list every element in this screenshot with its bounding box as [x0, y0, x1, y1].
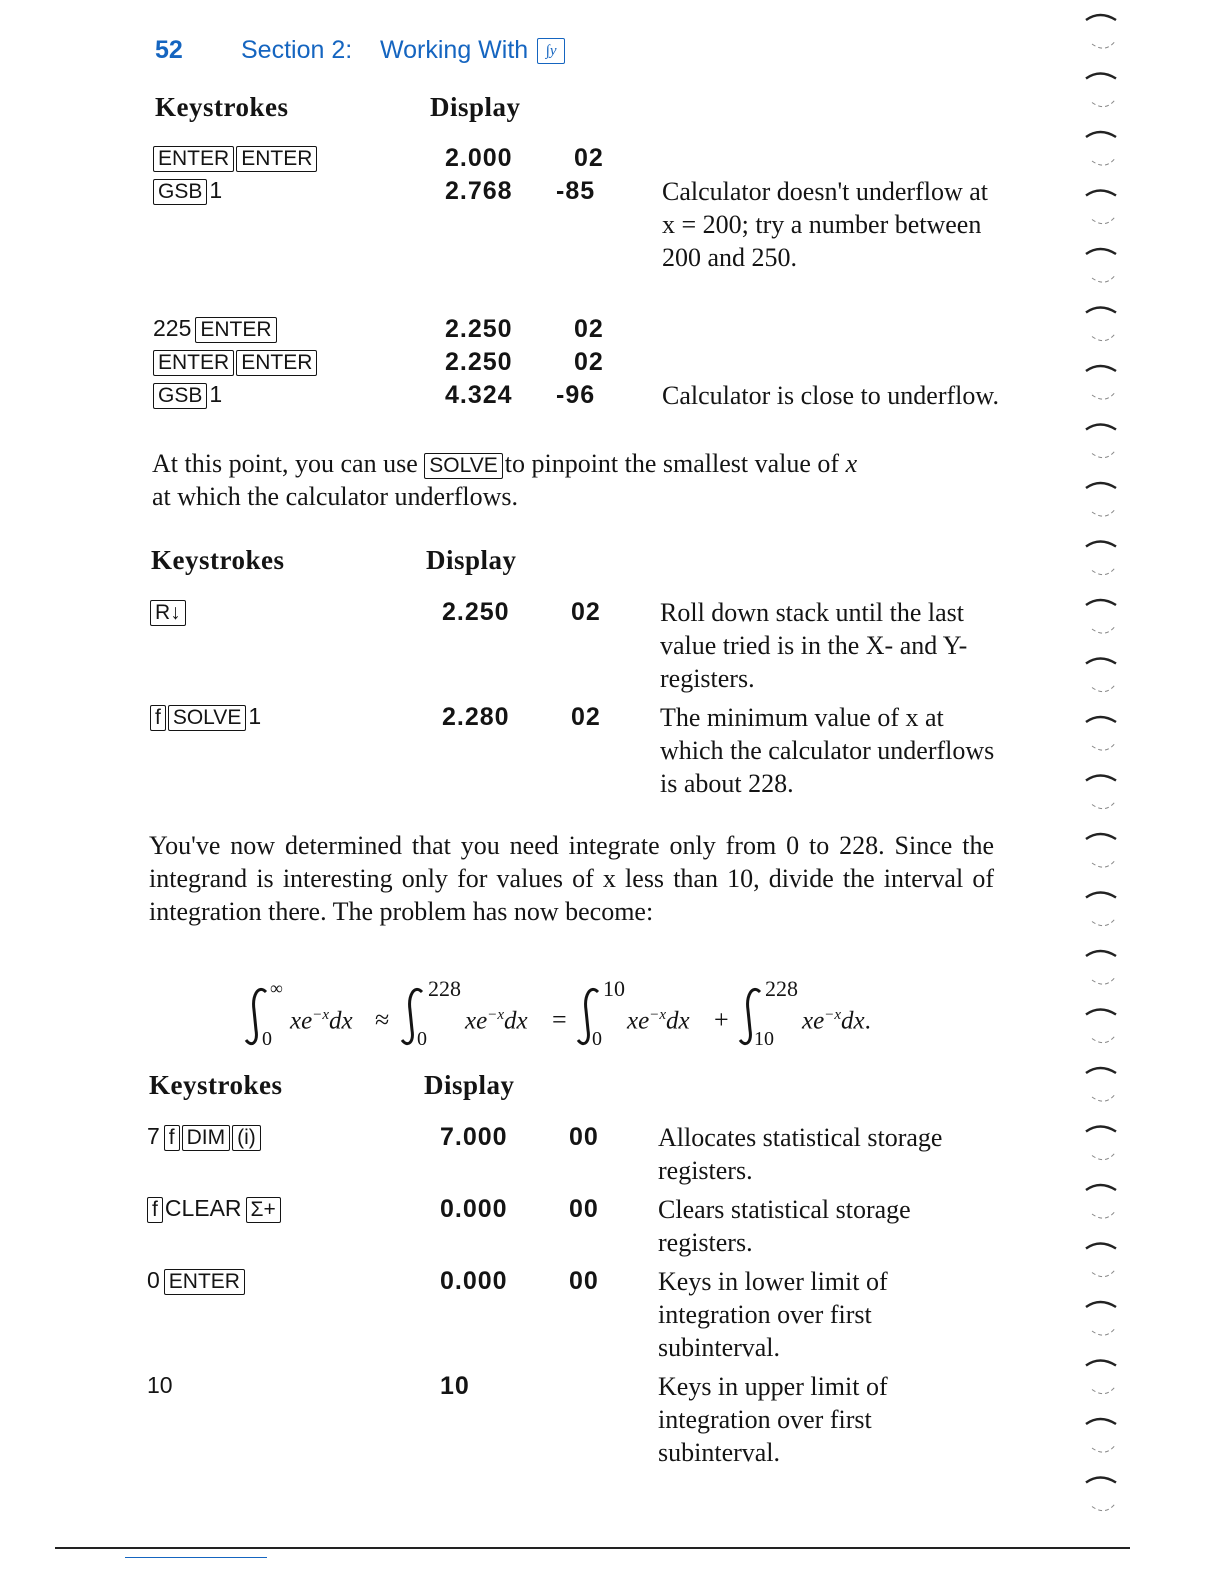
keystroke-sequence: [153, 177, 226, 205]
keystrokes-heading: Keystrokes: [151, 545, 285, 575]
calculator-key: SOLVE: [168, 705, 246, 731]
binder-hole-icon: [1086, 1068, 1116, 1073]
binder-hole-icon: [1086, 1302, 1116, 1307]
display-mantissa: 0.000: [440, 1267, 508, 1295]
binder-hole-icon: [1086, 1419, 1116, 1424]
binder-hole-icon: [1092, 859, 1116, 867]
keystrokes-heading: Keystrokes: [155, 92, 289, 122]
binder-hole-icon: [1092, 1386, 1116, 1394]
calculator-key: ENTER: [153, 146, 234, 172]
display-exponent: 02: [571, 598, 601, 626]
explanation-note: Allocates statistical storage registers.: [658, 1123, 943, 1185]
lower-limit: 0: [417, 1028, 427, 1050]
lower-limit: 0: [262, 1028, 272, 1050]
page-header: [155, 36, 183, 65]
keystrokes-heading: Keystrokes: [149, 1070, 283, 1100]
binder-hole-icon: [1086, 776, 1116, 781]
calculator-key: f: [150, 705, 166, 731]
binder-hole-icon: [1092, 1444, 1116, 1452]
page-number: 52: [155, 36, 183, 64]
approx-sign: ≈: [375, 1005, 390, 1034]
display-mantissa: 0.000: [440, 1195, 508, 1223]
keystroke-sequence: [153, 144, 319, 172]
keystroke-digit: 1: [248, 703, 262, 729]
explanation-note: Roll down stack until the last value tried is in the X- and Y-registers.: [660, 598, 968, 693]
keystroke-digit: CLEAR: [164, 1195, 242, 1221]
binder-hole-icon: [1092, 333, 1116, 341]
binder-hole-icon: [1092, 801, 1116, 809]
explanation-note: Calculator doesn't underflow at x = 200; try a number between 200 and 250.: [662, 177, 988, 272]
binder-hole-icon: [1092, 157, 1116, 165]
integrate-key-icon: ∫y: [537, 38, 565, 64]
display-mantissa: 2.000: [445, 144, 513, 172]
explanation-note: Clears statistical storage registers.: [658, 1195, 911, 1257]
binder-hole-icon: [1086, 308, 1116, 313]
binder-hole-icon: [1086, 74, 1116, 79]
binder-hole-icon: [1086, 191, 1116, 196]
integral-sign-icon: [402, 989, 422, 1043]
binder-hole-icon: [1086, 132, 1116, 137]
keystroke-digit: 7: [147, 1123, 160, 1149]
binder-hole-icon: [1086, 249, 1116, 254]
section-label: Section 2:: [241, 36, 353, 64]
display-exponent: 02: [571, 703, 601, 731]
keystroke-sequence: [147, 1267, 247, 1295]
display-mantissa: 10: [440, 1372, 470, 1400]
display-mantissa: 4.324: [445, 381, 513, 409]
keystroke-sequence: [147, 1123, 263, 1151]
binder-hole-icon: [1092, 918, 1116, 926]
display-mantissa: 2.250: [445, 348, 513, 376]
display-mantissa: 2.250: [442, 598, 510, 626]
calculator-key: ENTER: [153, 350, 234, 376]
keystroke-sequence: [153, 315, 279, 343]
binder-hole-icon: [1092, 508, 1116, 516]
keystroke-sequence: [150, 598, 188, 626]
binder-hole-icon: [1086, 483, 1116, 488]
paragraph-integrand: You've now determined that you need integrate only from 0 to 228. Since the integrand is interesting only for values of x less than 10, divide the interval of integration there. The problem has now become:: [149, 831, 994, 926]
display-exponent: -85: [556, 177, 596, 205]
calculator-key: ENTER: [195, 317, 276, 343]
binder-hole-icon: [1092, 1035, 1116, 1043]
calculator-key: GSB: [153, 383, 207, 409]
upper-limit: 228: [765, 976, 798, 1001]
binder-hole-icon: [1092, 567, 1116, 575]
binder-hole-icon: [1092, 99, 1116, 107]
lower-limit: 10: [754, 1028, 774, 1050]
binder-hole-icon: [1092, 625, 1116, 633]
calculator-key: GSB: [153, 179, 207, 205]
keystroke-sequence: [153, 348, 319, 376]
keystroke-digit: 1: [209, 381, 223, 407]
plus-sign: +: [714, 1005, 729, 1034]
explanation-note: Calculator is close to underflow.: [662, 381, 999, 410]
binder-hole-icon: [1086, 1361, 1116, 1366]
binder-hole-icon: [1086, 366, 1116, 371]
calculator-key: ENTER: [164, 1269, 245, 1295]
keystroke-sequence: [150, 703, 265, 731]
binder-hole-icon: [1092, 684, 1116, 692]
binder-hole-icon: [1086, 1478, 1116, 1483]
binder-hole-icon: [1092, 976, 1116, 984]
integrand-term: $xe^{-x}dx$: [465, 1007, 528, 1035]
display-exponent: 00: [569, 1123, 599, 1151]
display-mantissa: 2.768: [445, 177, 513, 205]
display-mantissa: 7.000: [440, 1123, 508, 1151]
binder-hole-icon: [1092, 1210, 1116, 1218]
integrand-term: $xe^{-x}dx$.: [802, 1007, 871, 1035]
upper-limit: 228: [428, 976, 461, 1001]
paragraph-solve: At this point, you can use SOLVE to pinpoint the smallest value of x at which the calculator underflows.: [152, 449, 858, 511]
display-mantissa: 2.280: [442, 703, 510, 731]
integrand-term: $xe^{-x}dx$: [290, 1007, 353, 1035]
binder-hole-icon: [1086, 834, 1116, 839]
calculator-key: Σ+: [246, 1197, 281, 1223]
calculator-key: ENTER: [236, 350, 317, 376]
integral-sign-icon: [246, 989, 266, 1043]
upper-limit: 10: [603, 976, 625, 1001]
upper-limit: ∞: [270, 978, 283, 998]
keystroke-sequence: [147, 1372, 177, 1399]
display-heading: Display: [424, 1070, 515, 1100]
binder-hole-icon: [1092, 1327, 1116, 1335]
binder-hole-icon: [1086, 951, 1116, 956]
binder-hole-icon: [1086, 542, 1116, 547]
explanation-note: Keys in lower limit of integration over first subinterval.: [658, 1267, 888, 1362]
keystroke-digit: 225: [153, 315, 192, 341]
display-exponent: 02: [574, 315, 604, 343]
keystroke-digit: 0: [147, 1267, 160, 1293]
explanation-note: Keys in upper limit of integration over first subinterval.: [658, 1372, 888, 1467]
calculator-key: (i): [232, 1125, 261, 1151]
keystroke-sequence: [147, 1195, 283, 1223]
keystroke-digit: 10: [147, 1372, 173, 1398]
display-exponent: 00: [569, 1195, 599, 1223]
calculator-key: R↓: [150, 600, 186, 626]
display-exponent: 02: [574, 144, 604, 172]
binder-hole-icon: [1092, 1269, 1116, 1277]
display-heading: Display: [430, 92, 521, 122]
binder-hole-icon: [1086, 425, 1116, 430]
bottom-rule: [55, 1547, 1130, 1549]
calculator-key: DIM: [182, 1125, 231, 1151]
binder-hole-icon: [1092, 274, 1116, 282]
display-exponent: 00: [569, 1267, 599, 1295]
binder-hole-icon: [1092, 391, 1116, 399]
calculator-key: f: [164, 1125, 180, 1151]
binder-hole-icon: [1086, 893, 1116, 898]
binder-hole-icon: [1092, 1093, 1116, 1101]
display-exponent: 02: [574, 348, 604, 376]
calculator-key: f: [147, 1197, 163, 1223]
binder-hole-icon: [1092, 742, 1116, 750]
binder-hole-icon: [1086, 1127, 1116, 1132]
integral-sign-icon: [578, 989, 598, 1043]
display-exponent: -96: [556, 381, 596, 409]
binder-hole-icon: [1086, 1185, 1116, 1190]
section-title: Working With ∫y: [380, 36, 565, 65]
equals-sign: =: [552, 1005, 567, 1034]
binder-hole-icon: [1092, 40, 1116, 48]
keystroke-digit: 1: [209, 177, 223, 203]
binder-hole-icon: [1086, 717, 1116, 722]
keystroke-sequence: [153, 381, 226, 409]
explanation-note: The minimum value of x at which the calculator underflows is about 228.: [660, 703, 995, 798]
binder-hole-icon: [1086, 1244, 1116, 1249]
solve-key: SOLVE: [424, 453, 502, 479]
binder-hole-icon: [1092, 450, 1116, 458]
calculator-key: ENTER: [236, 146, 317, 172]
integral-sign-icon: [740, 989, 760, 1043]
integrand-term: $xe^{-x}dx$: [627, 1007, 690, 1035]
display-mantissa: 2.250: [445, 315, 513, 343]
binder-holes: [1078, 0, 1138, 1540]
binder-hole-icon: [1086, 1010, 1116, 1015]
display-heading: Display: [426, 545, 517, 575]
bottom-accent-line: [125, 1557, 267, 1558]
binder-hole-icon: [1086, 659, 1116, 664]
binder-hole-icon: [1086, 15, 1116, 20]
lower-limit: 0: [592, 1028, 602, 1050]
binder-hole-icon: [1092, 216, 1116, 224]
binder-hole-icon: [1092, 1152, 1116, 1160]
binder-hole-icon: [1086, 600, 1116, 605]
binder-hole-icon: [1092, 1503, 1116, 1511]
